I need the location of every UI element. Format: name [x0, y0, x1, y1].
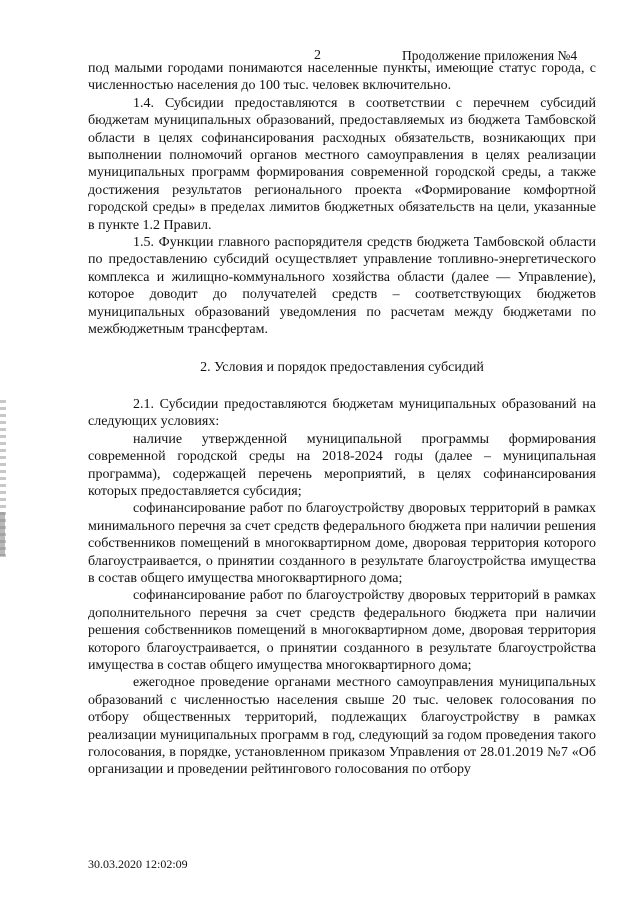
section-heading: 2. Условия и порядок предоставления субсидий — [200, 359, 484, 375]
condition-municipal-program: наличие утвержденной муниципальной программы формирования современной городской среды на 2018-2024 годы (далее – муниципальная программа), содержащей перечень мероприятий, в целях софинансирования которых предоставляется субсидия; — [88, 431, 596, 499]
paragraph-small-towns: под малыми городами понимаются населенные пункты, имеющие статус города, с численностью населения до 100 тыс. человек включительно. — [88, 61, 596, 94]
margin-stamp-bar — [0, 512, 5, 556]
appendix-label: Продолжение приложения №4 — [402, 48, 578, 63]
footer-timestamp: 30.03.2020 12:02:09 — [88, 857, 188, 871]
condition-minimal-list: софинансирование работ по благоустройству дворовых территорий в рамках минимального перечня за счет средств федерального бюджета при наличии решения собственников помещений в многоквартирном доме, дворовая территория которого благоустраивается, о принятии созданного в результате благоустройства имущества в состав общего имущества многоквартирного дома; — [88, 501, 596, 586]
paragraph-1-4: 1.4. Субсидии предоставляются в соответствии с перечнем субсидий бюджетам муниципальных образований, предоставляемых из бюджета Тамбовской области в целях софинансирования расходных обязательств, возникающих при выполнении полномочий органов местного самоуправления в целях реализации муниципальных программ формирования современной городской среды, а также достижения результатов регионального проекта «Формирование комфортной городской среды» в пределах лимитов бюджетных обязательств на цели, указанные в пункте 1.2 Правил. — [88, 95, 596, 233]
paragraph-1-5: 1.5. Функции главного распорядителя средств бюджета Тамбовской области по предоставлению субсидий осуществляет управление топливно-энергетического комплекса и жилищно-коммунального хозяйства области (далее — Управление), которое доводит до получателей средств – соответствующих бюджетов муниципальных образований уведомления по расчетам между бюджетами по межбюджетным трансфертам. — [88, 235, 596, 338]
condition-annual-voting: ежегодное проведение органами местного самоуправления муниципальных образований с численностью населения свыше 20 тыс. человек голосования по отбору общественных территорий, подлежащих благоустройству в рамках реализации муниципальных программ в год, следующий за годом проведения такого голосования, в порядке, установленном приказом Управления от 28.01.2019 №7 «Об организации и проведении рейтингового голосования по отбору — [88, 675, 596, 778]
paragraph-2-1: 2.1. Субсидии предоставляются бюджетам муниципальных образований на следующих условиях: — [88, 396, 596, 430]
condition-additional-list: софинансирование работ по благоустройству дворовых территорий в рамках дополнительного перечня за счет средств федерального бюджета при наличии решения собственников помещений в многоквартирном доме, дворовая территория которого благоустраивается, о принятии созданного в результате благоустройства имущества в состав общего имущества многоквартирного дома; — [88, 588, 596, 673]
document-body — [88, 60, 596, 779]
page-number: 2 — [314, 48, 321, 63]
